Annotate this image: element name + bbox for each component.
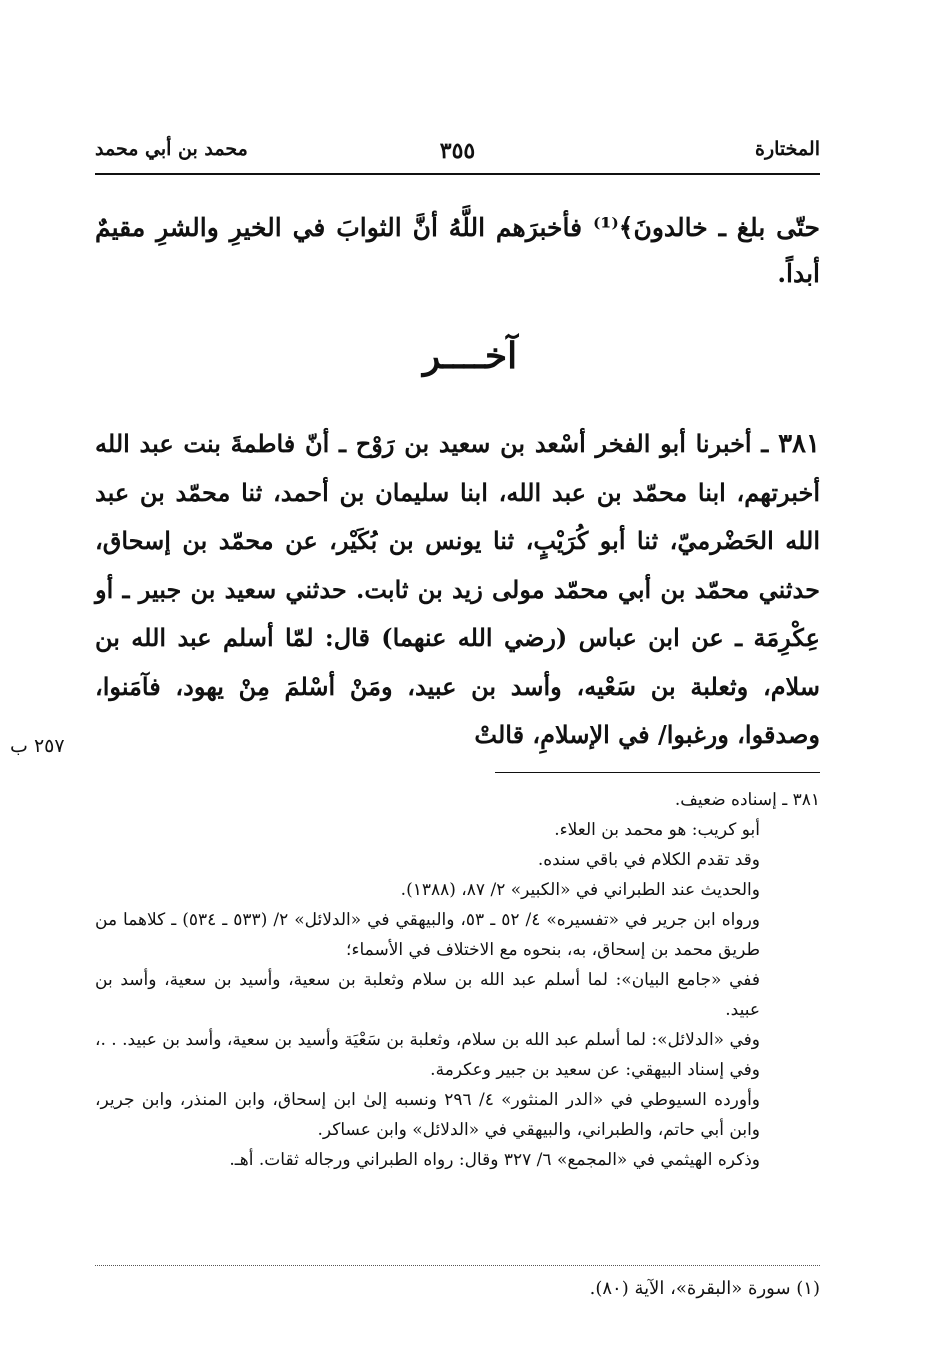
takhrij-line: وذكره الهيثمي في «المجمع» ٦/ ٣٢٧ وقال: رواه الطبراني ورجاله ثقات. أهـ. — [229, 1150, 760, 1170]
takhrij-line: وقد تقدم الكلام في باقي سنده. — [537, 850, 760, 870]
running-header — [95, 138, 820, 172]
takhrij-line: وفي «الدلائل»: لما أسلم عبد الله بن سلام، وثعلبة بن سَعْيَة وأسيد بن سعية، وأسد بن عبيد. . .، وفي إسناد البيهقي: عن سعيد بن جبير وعكرمة. — [95, 1030, 760, 1080]
takhrij-head: ٣٨١ ـ إسناده ضعيف. — [674, 790, 820, 810]
takhrij-line: والحديث عند الطبراني في «الكبير» ٢/ ٨٧، (١٣٨٨). — [400, 880, 760, 900]
takhrij-line: وأورده السيوطي في «الدر المنثور» ٤/ ٢٩٦ ونسبه إلىٰ ابن إسحاق، وابن المنذر، وابن جرير، وابن أبي حاتم، والطبراني، والبيهقي في «الدلائل» وابن عساكر. — [95, 1090, 760, 1140]
takhrij-line: ففي «جامع البيان»: لما أسلم عبد الله بن سلام وثعلبة بن سعية، وأسيد بن سعية، وأسد بن عبيد. — [95, 970, 760, 1020]
header-rule — [95, 173, 820, 175]
takhrij-line: أبو كريب: هو محمد بن العلاء. — [554, 820, 760, 840]
hadith-paragraph — [95, 420, 820, 760]
intro-paragraph: حتّى بلغ ـ خالدونَ﴾⁽¹⁾ فأخبرَهم اللَّهُ أنَّ الثوابَ في الخيرِ والشرِ مقيمٌ أبداً. — [95, 213, 820, 288]
section-heading: آخــــر — [422, 335, 518, 377]
footnote-separator — [95, 1265, 820, 1266]
footnote: (١) سورة «البقرة»، الآية (٨٠). — [589, 1278, 820, 1299]
text-separator-rule — [495, 772, 820, 773]
takhrij-line: ورواه ابن جرير في «تفسيره» ٤/ ٥٢ ـ ٥٣، والبيهقي في «الدلائل» ٢/ (٥٣٣ ـ ٥٣٤) ـ كلاهما من طريق محمد بن إسحاق، به، بنحوه مع الاختلاف في الأسماء؛ — [95, 910, 761, 960]
hadith-number: ٣٨١ — [778, 429, 820, 459]
page-number: ٣٥٥ — [439, 138, 476, 164]
hadith-text: ـ أخبرنا أبو الفخر أسْعد بن سعيد بن رَوْح ـ أنّ فاطمةَ بنت عبد الله أخبرتهم، ابنا محمّد بن عبد الله، ابنا سليمان بن أحمد، ثنا محمّد بن عبد الله الحَضْرميّ، ثنا أبو كُرَيْبٍ، ثنا يونس بن بُكَيْر، عن محمّد بن إسحاق، حدثني محمّد بن أبي محمّد مولى زيد بن ثابت. حدثني سعيد بن جبير ـ أو عِكْرِمَة ـ عن ابن عباس (رضي الله عنهما) قال: لمّا أسلم عبد الله بن سلام، وثعلبة بن سَعْيه، وأسد بن عبيد، ومَنْ أسْلمَ مِنْ يهود، فآمَنوا، وصدقوا، ورغبوا/ في الإسلامِ، قالتْ — [95, 429, 820, 749]
takhrij-notes — [95, 785, 820, 1175]
book-title: المختارة — [755, 138, 820, 160]
section-title: محمد بن أبي محمد — [95, 138, 248, 160]
manuscript-folio-note: ٢٥٧ ب — [10, 735, 65, 757]
